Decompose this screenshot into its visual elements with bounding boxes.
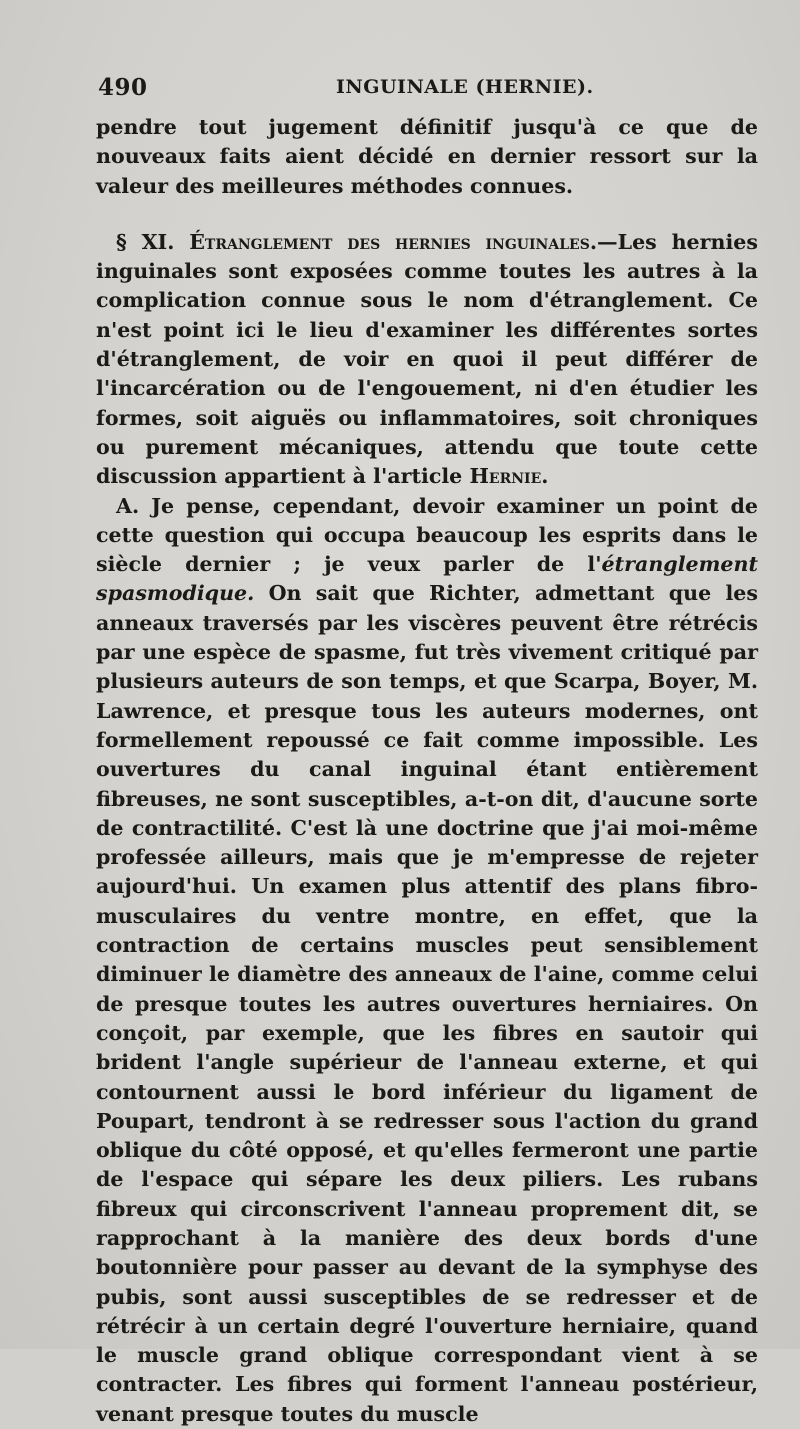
section-number: § XI. [116, 229, 175, 254]
paragraph-continuation [96, 113, 758, 201]
section-text-end: . [541, 464, 549, 489]
running-head: INGUINALE (HERNIE). [336, 76, 594, 98]
page-header [98, 74, 758, 106]
article-reference: Hernie [469, 464, 542, 489]
page-number: 490 [98, 74, 148, 101]
paragraph-a-rest: On sait que Richter, admettant que les anneaux traversés par les viscères peuvent être rétrécis par une espèce de spasme, fut très vivement critiqué par plusieurs auteurs de son temps, et que Scarpa, Boyer, M. Lawrence, et presque tous les auteurs modernes, ont formellement repoussé ce fait comme impossible. Les ouvertures du canal inguinal étant entièrement fibreuses, ne sont susceptibles, a-t-on dit, d'aucune sorte de contractilité. C'est là une doctrine que j'ai moi-même professée ailleurs, mais que je m'empresse de rejeter aujourd'hui. Un examen plus attentif des plans fibro-musculaires du ventre montre, en effet, que la contraction de certains muscles peut sensiblement diminuer le diamètre des anneaux de l'aine, comme celui de presque toutes les autres ouvertures herniaires. On conçoit, par exemple, que les fibres en sautoir qui brident l'angle supérieur de l'anneau externe, et qui contournent aussi le bord inférieur du ligament de Poupart, tendront à se redresser sous l'action du grand oblique du côté opposé, et qu'elles fermeront une partie de l'espace qui sépare les deux piliers. Les rubans fibreux qui circonscrivent l'anneau proprement dit, se rapprochant à la manière des deux bords d'une boutonnière pour passer au devant de la symphyse des pubis, sont aussi susceptibles de se redresser et de rétrécir à un certain degré l'ouverture herniaire, quand le muscle grand oblique correspondant vient à se contracter. Les fibres qui forment l'anneau postérieur, venant presque toutes du muscle [96, 581, 758, 1426]
paragraph-a-italic: étranglement spasmodique. [96, 552, 758, 606]
paragraph-a-start: A. Je pense, cependant, devoir examiner un point de cette question qui occupa beaucoup les esprits dans le siècle dernier ; je veux parler de l' [96, 493, 758, 577]
paragraph-1-text: pendre tout jugement définitif jusqu'à ce que de nouveaux faits aient décidé en dernier ressort sur la valeur des meilleures méthodes connues. [96, 115, 758, 198]
section-text: —Les hernies inguinales sont exposées comme toutes les autres à la complication connue sous le nom d'étranglement. Ce n'est point ici le lieu d'examiner les différentes sortes d'étranglement, de voir en quoi il peut différer de l'incarcération ou de l'engouement, ni d'en étudier les formes, soit aiguës ou inflammatoires, soit chroniques ou purement mécaniques, attendu que toute cette discussion appartient à l'article [96, 229, 759, 489]
section-heading: Étranglement des hernies inguinales. [189, 229, 597, 254]
body-text [96, 113, 758, 1429]
paragraph-a [96, 492, 758, 1429]
section-paragraph [96, 228, 758, 492]
